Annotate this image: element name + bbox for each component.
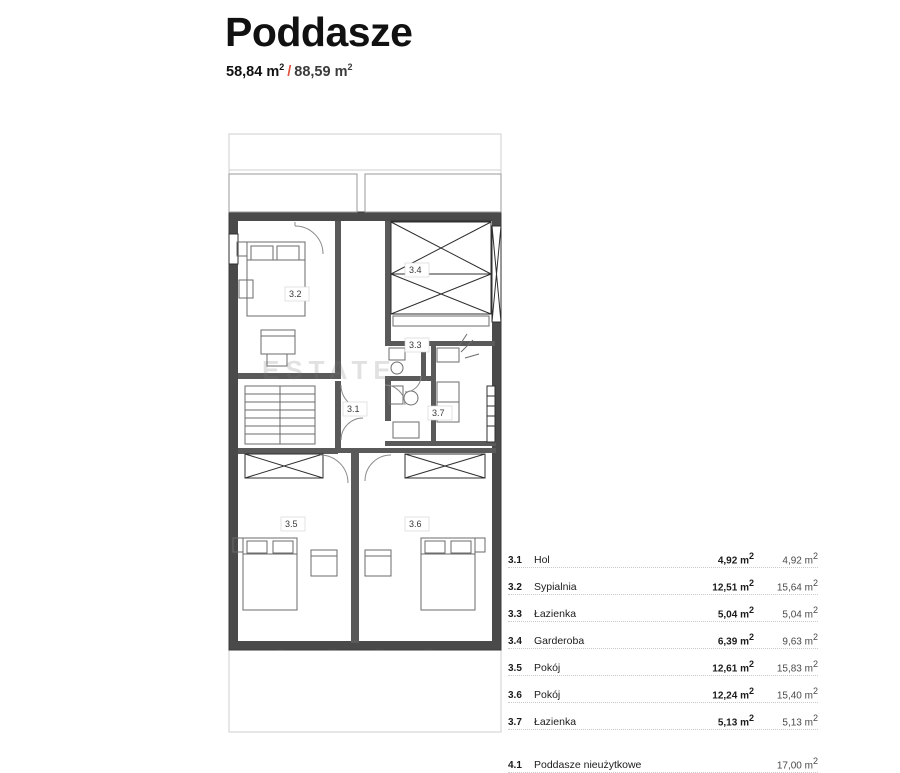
page-title: Poddasze: [225, 9, 413, 55]
table-row: [508, 541, 818, 568]
svg-text:3.7: 3.7: [432, 408, 445, 418]
room-name: Hol: [534, 554, 550, 566]
room-area-primary: 12,61 m2: [712, 658, 754, 674]
svg-text:3.1: 3.1: [347, 404, 360, 414]
svg-text:3.4: 3.4: [409, 265, 422, 275]
room-number: 4.1: [508, 760, 522, 771]
room-name: Pokój: [534, 662, 561, 674]
table-row: [508, 746, 818, 773]
area-secondary: 88,59 m: [294, 63, 348, 80]
room-area-primary: 12,24 m2: [712, 685, 754, 701]
table-row: [508, 703, 818, 730]
room-name: Pokój: [534, 689, 561, 701]
area-summary: [226, 62, 353, 80]
room-name: Łazienka: [534, 716, 577, 728]
table-row: [508, 595, 818, 622]
room-area-primary: 5,13 m2: [717, 712, 754, 728]
room-name: Poddasze nieużytkowe: [534, 759, 642, 771]
room-number: 3.6: [508, 690, 522, 701]
table-row: [508, 676, 818, 703]
room-name: Garderoba: [534, 635, 585, 647]
room-number: 3.5: [508, 663, 522, 674]
room-legend: [508, 541, 818, 773]
room-number: 3.3: [508, 609, 522, 620]
room-area-secondary: 5,13 m2: [782, 712, 818, 728]
room-area-primary: 4,92 m2: [717, 550, 754, 566]
area-separator: /: [287, 63, 292, 80]
area-primary: 58,84 m: [226, 63, 280, 80]
room-area-secondary: 17,00 m2: [776, 755, 818, 771]
table-row: [508, 568, 818, 595]
room-number: 3.1: [508, 555, 522, 566]
table-row: [508, 649, 818, 676]
svg-text:3.3: 3.3: [409, 340, 422, 350]
room-area-secondary: 15,40 m2: [776, 685, 818, 701]
watermark-text: ESTATE: [262, 355, 397, 385]
area-primary-sup: 2: [279, 62, 285, 72]
room-area-secondary: 9,63 m2: [782, 631, 818, 647]
room-area-secondary: 15,64 m2: [776, 577, 818, 593]
room-area-secondary: 15,83 m2: [776, 658, 818, 674]
table-row: [508, 622, 818, 649]
room-number: 3.7: [508, 717, 522, 728]
room-area-secondary: 5,04 m2: [782, 604, 818, 620]
room-name: Łazienka: [534, 608, 577, 620]
room-area-primary: 6,39 m2: [717, 631, 754, 647]
room-number: 3.4: [508, 636, 522, 647]
svg-text:3.2: 3.2: [289, 289, 302, 299]
legend-separator: [508, 730, 818, 746]
svg-text:3.6: 3.6: [409, 519, 422, 529]
floorplan-drawing: [225, 130, 505, 736]
area-secondary-sup: 2: [347, 62, 353, 72]
room-area-primary: 5,04 m2: [717, 604, 754, 620]
room-name: Sypialnia: [534, 581, 577, 593]
room-area-secondary: 4,92 m2: [782, 550, 818, 566]
svg-text:3.5: 3.5: [285, 519, 298, 529]
room-area-primary: 12,51 m2: [712, 577, 754, 593]
room-number: 3.2: [508, 582, 522, 593]
